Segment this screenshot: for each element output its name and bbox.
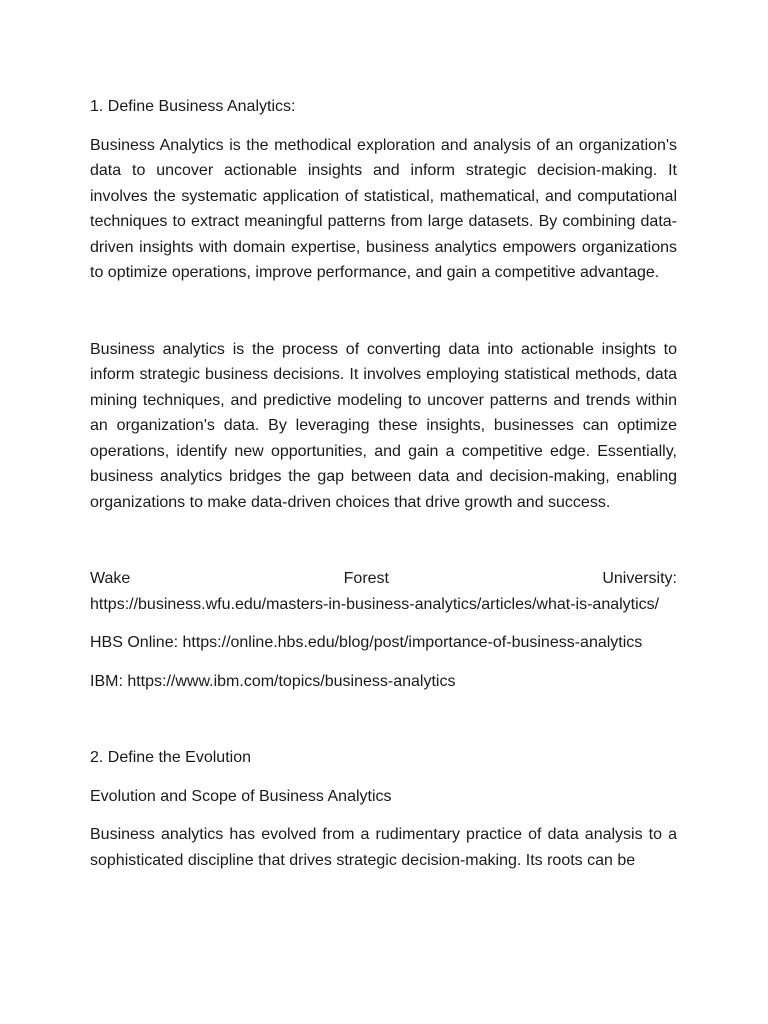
reference-ibm: IBM: https://www.ibm.com/topics/business-analytics [90, 672, 456, 690]
reference-wake-forest [90, 566, 677, 617]
reference-wake-forest-word-2: Forest [343, 570, 389, 587]
section1-paragraph-2: Business analytics is the process of converting data into actionable insights to inform strategic business decisions. It involves employing statistical methods, data mining techniques, and predictive modeling to uncover patterns and trends within an organization's data. By leveraging these insights, businesses can optimize operations, identify new opportunities, and gain a competitive edge. Essentially, business analytics bridges the gap between data and decision-making, enabling organizations to make data-driven choices that drive growth and success. [90, 340, 677, 511]
reference-wake-forest-url: https://business.wfu.edu/masters-in-business-analytics/articles/what-is-analytics/ [90, 595, 660, 613]
reference-wake-forest-word-1: Wake [90, 570, 131, 587]
reference-hbs: HBS Online: https://online.hbs.edu/blog/post/importance-of-business-analytics [90, 634, 643, 651]
section1-heading: 1. Define Business Analytics: [90, 98, 296, 115]
document-body [90, 94, 677, 873]
section2-subheading: Evolution and Scope of Business Analytics [90, 787, 392, 805]
reference-wake-forest-label [90, 566, 677, 592]
reference-wake-forest-word-3: University: [602, 570, 677, 587]
section2-paragraph-1: Business analytics has evolved from a rudimentary practice of data analysis to a sophisticated discipline that drives strategic decision-making. Its roots can be [90, 826, 677, 869]
section1-paragraph-1: Business Analytics is the methodical exploration and analysis of an organization's data to uncover actionable insights and inform strategic decision-making. It involves the systematic application of statistical, mathematical, and computational techniques to extract meaningful patterns from large datasets. By combining data-driven insights with domain expertise, business analytics empowers organizations to optimize operations, improve performance, and gain a competitive advantage. [90, 136, 677, 281]
section2-heading: 2. Define the Evolution [90, 749, 251, 766]
